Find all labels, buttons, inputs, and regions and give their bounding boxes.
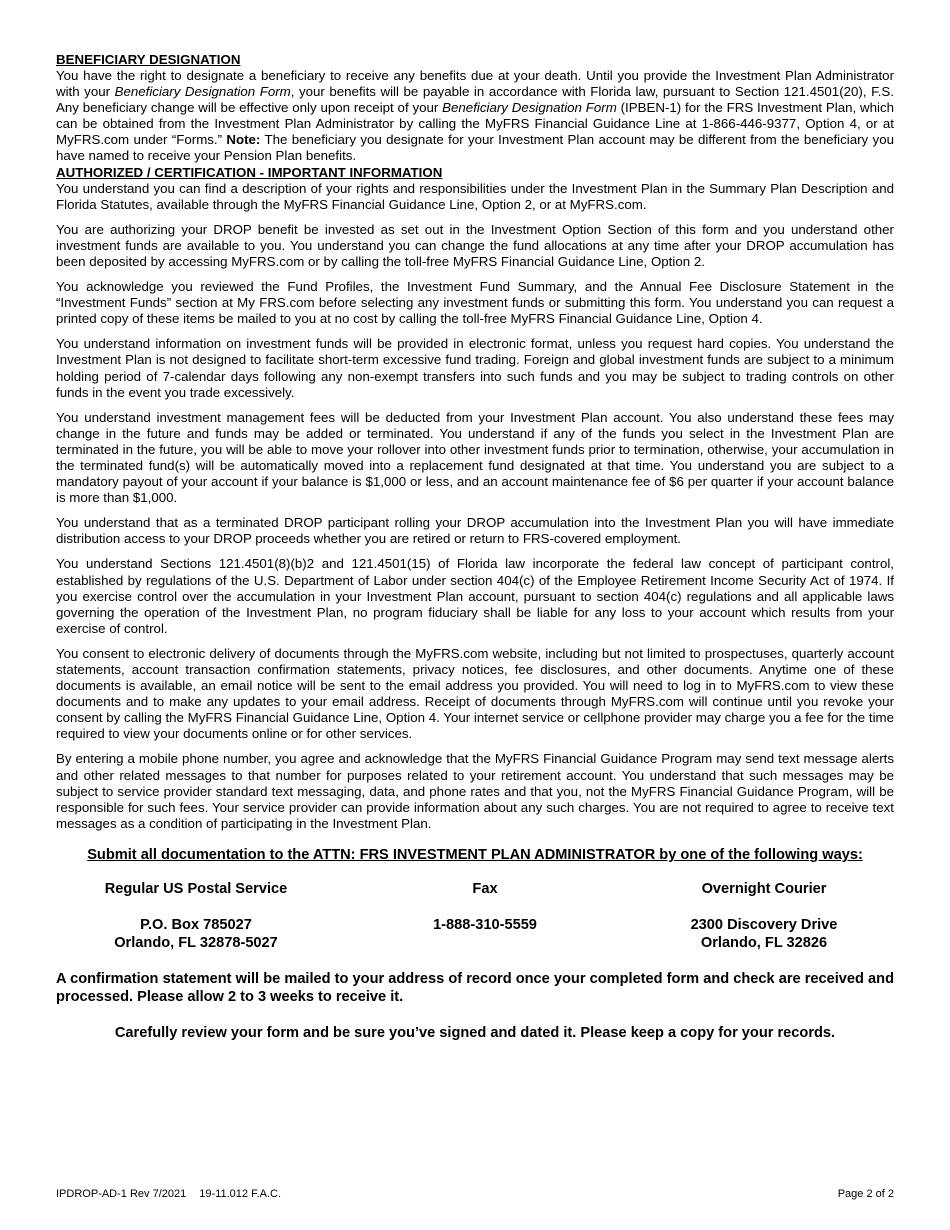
beneficiary-paragraph [56, 68, 894, 165]
certification-paragraph: You understand you can find a description of your rights and responsibilities under the Investment Plan in the Summary Plan Description and Florida Statutes, available through the MyFRS Financial Guidance Line, Option 2, or at MyFRS.com. [56, 180, 894, 212]
certification-heading: AUTHORIZED / CERTIFICATION - IMPORTANT INFORMATION [56, 164, 443, 180]
confirmation-notice: A confirmation statement will be mailed to your address of record once your completed form and check are received and processed. Please allow 2 to 3 weeks to receive it. [56, 970, 894, 1005]
submission-methods [56, 880, 894, 952]
certification-paragraph: You understand Sections 121.4501(8)(b)2 and 121.4501(15) of Florida law incorporate the federal law concept of participant control, established by regulations of the U.S. Department of Labor under section 404(c) of the Employee Retirement Income Security Act of 1974. If you exercise control over the accumulation in your Investment Plan account, pursuant to section 404(c) regulations and all applicable laws governing the operation of the Investment Plan, no program fiduciary shall be liable for any loss to your account which results from your exercise of control. [56, 556, 894, 636]
form-number: IPDROP-AD-1 Rev 7/2021 [56, 1188, 187, 1200]
page-number: Page 2 of 2 [837, 1188, 894, 1200]
certification-paragraph: By entering a mobile phone number, you agree and acknowledge that the MyFRS Financial Guidance Program may send text message alerts and other related messages to that number for purposes related to your retirement account. You understand that such messages may be subject to service provider standard text messaging, data, and phone rates and that you, not the MyFRS Financial Guidance Program, will be responsible for such fees. Your service provider can provide information about any such charges. You are not required to agree to receive text messages as a condition of participating in the Investment Plan. [56, 751, 894, 831]
certification-paragraph: You acknowledge you reviewed the Fund Profiles, the Investment Fund Summary, and the Annual Fee Disclosure Statement in the “Investment Funds” section at My FRS.com before selecting any investment funds or submitting this form. You understand you can request a printed copy of these items be mailed to you at no cost by calling the toll-free MyFRS Financial Guidance Line, Option 4. [56, 279, 894, 327]
beneficiary-text-1: You have the right to designate a beneficiary to receive any benefits due at your death. Until you provide the Investment Plan Administrator with your [56, 68, 894, 100]
document-page [56, 52, 894, 1042]
method-line: 2300 Discovery Drive [690, 916, 838, 933]
method-line: Orlando, FL 32878-5027 [114, 934, 278, 951]
certification-paragraph: You consent to electronic delivery of documents through the MyFRS.com website, including but not limited to prospectuses, quarterly account statements, account transaction confirmation statements, privacy notices, fee disclosures, and other documents. Anytime one of these documents is available, an email notice will be sent to the email address you provided. You will need to log in to MyFRS.com to view these documents and to make any updates to your email address. Receipt of documents through MyFRS.com will continue until you revoke your consent by calling the MyFRS Financial Guidance Line, Option 4. Your internet service or cellphone provider may charge you a fee for the time required to view your documents online or for other services. [56, 645, 894, 742]
method-line: 1-888-310-5559 [433, 916, 537, 933]
certification-paragraph: You are authorizing your DROP benefit be invested as set out in the Investment Option Section of this form and you understand other investment funds are available to you. You understand you can change the fund allocations at any time after your DROP accumulation has been deposited by accessing MyFRS.com or by calling the toll-free MyFRS Financial Guidance Line, Option 2. [56, 221, 894, 269]
beneficiary-form-name-2: Beneficiary Designation Form [442, 100, 617, 116]
beneficiary-heading: BENEFICIARY DESIGNATION [56, 52, 241, 67]
certification-paragraph: You understand that as a terminated DROP participant rolling your DROP accumulation into the Investment Plan you will have immediate distribution access to your DROP proceeds whether you are retired or return to FRS-covered employment. [56, 515, 894, 547]
method-courier [634, 880, 894, 952]
rule-number: 19-11.012 F.A.C. [199, 1188, 282, 1200]
beneficiary-text-3: (IPBEN-1) for the FRS Investment Plan, which can be obtained from the Investment Plan Administrator by calling the MyFRS Financial Guidance Line at 1-866-446-9377, Option 4, or at MyFRS.com under “Forms.” [56, 100, 894, 148]
method-line: P.O. Box 785027 [140, 916, 252, 933]
submit-heading: Submit all documentation to the ATTN: FRS INVESTMENT PLAN ADMINISTRATOR by one of the following ways: [87, 846, 863, 863]
method-fax [355, 880, 615, 952]
beneficiary-text-2: , your benefits will be payable in accordance with Florida law, pursuant to Section 121.4501(20), F.S. Any beneficiary change will be effective only upon receipt of your [56, 84, 894, 116]
certification-paragraph: You understand information on investment funds will be provided in electronic format, unless you request hard copies. You understand the Investment Plan is not designed to facilitate short-term excessive fund trading. Foreign and global investment funds are subject to a minimum holding period of 7-calendar days following any non-exempt transfers into such funds and you may be subject to trading controls on other funds in the event you trade excessively. [56, 336, 894, 400]
method-line: Orlando, FL 32826 [700, 934, 828, 951]
method-title: Regular US Postal Service [104, 880, 288, 897]
method-title: Overnight Courier [701, 880, 827, 897]
beneficiary-form-name-1: Beneficiary Designation Form [114, 84, 291, 100]
review-notice: Carefully review your form and be sure you’ve signed and dated it. Please keep a copy for your records. [114, 1024, 836, 1041]
certification-paragraph: You understand investment management fees will be deducted from your Investment Plan account. You also understand these fees may change in the future and funds may be added or terminated. You understand if any of the funds you select in the Investment Plan are terminated in the future, you will be able to move your rollover into other investment funds prior to termination, otherwise, your accumulation in the terminated fund(s) will be automatically moved into a replacement fund designated at that time. You understand you are subject to a mandatory payout of your account if your balance is $1,000 or less, and an account maintenance fee of $6 per quarter if your account balance is more than $1,000. [56, 409, 894, 506]
method-title: Fax [472, 880, 498, 897]
beneficiary-text-4: The beneficiary you designate for your Investment Plan account may be different from the beneficiary you have named to receive your Pension Plan benefits. [56, 132, 894, 164]
method-postal [56, 880, 336, 952]
note-label: Note: [226, 132, 261, 148]
footer-form-id [56, 1188, 281, 1200]
